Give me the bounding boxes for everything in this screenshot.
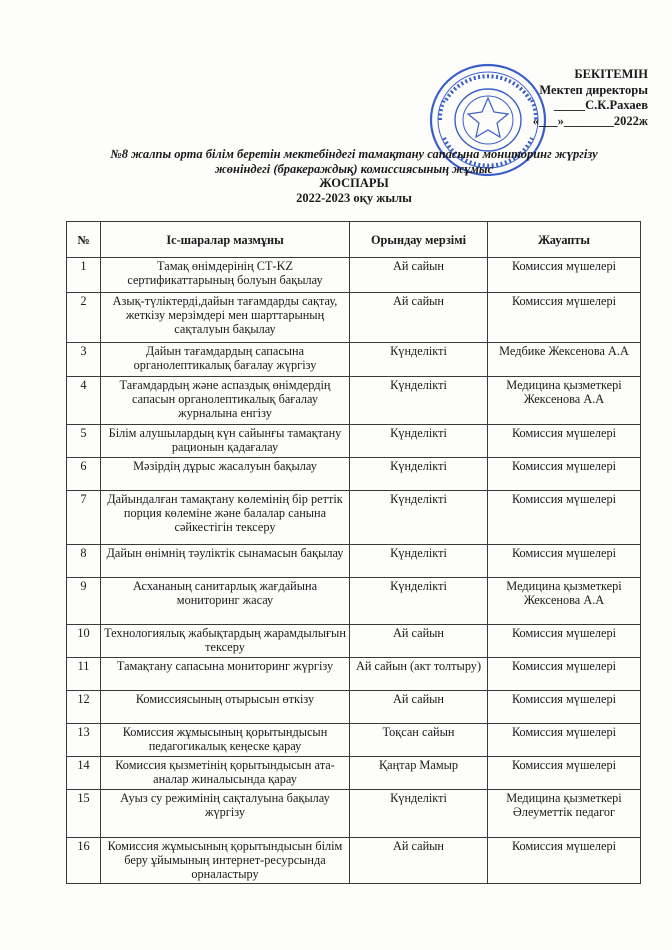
table-row (67, 658, 641, 691)
table-row (67, 691, 641, 724)
row-number: 9 (67, 578, 101, 625)
row-number: 15 (67, 790, 101, 838)
header-task: Іс-шаралар мазмұны (101, 222, 350, 258)
row-responsible: Медицина қызметкері Әлеуметтік педагог (488, 790, 641, 838)
row-number: 12 (67, 691, 101, 724)
plan-table (66, 221, 641, 884)
row-task: Дайын тағамдардың сапасына органолептикалық бағалау жүргізу (101, 343, 350, 377)
row-task: Дайындалған тамақтану көлемінің бір реттік порция көлеміне және балалар санына сәйкестігін тексеру (101, 491, 350, 545)
row-task: Технологиялық жабықтардың жарамдылығын тексеру (101, 625, 350, 658)
row-term: Күнделікті (350, 578, 488, 625)
header-number: № (67, 222, 101, 258)
table-row (67, 790, 641, 838)
table-header-row (67, 222, 641, 258)
row-number: 6 (67, 458, 101, 491)
approval-block (480, 67, 648, 129)
row-task: Комиссиясының отырысын өткізу (101, 691, 350, 724)
row-term: Ай сайын (350, 258, 488, 293)
approval-date: «___»________2022ж (532, 113, 648, 128)
row-term: Күнделікті (350, 790, 488, 838)
table-row (67, 724, 641, 757)
row-term: Күнделікті (350, 343, 488, 377)
row-responsible: Комиссия мүшелері (488, 458, 641, 491)
row-task: Комиссия жұмысының қорытындысын педагогикалық кеңеске қарау (101, 724, 350, 757)
table-row (67, 293, 641, 343)
row-task: Тағамдардың және аспаздық өнімдердің сапасын органолептикалық бағалау журналына енгізу (101, 377, 350, 425)
row-term: Күнделікті (350, 458, 488, 491)
row-responsible: Комиссия мүшелері (488, 293, 641, 343)
table-row (67, 625, 641, 658)
row-number: 1 (67, 258, 101, 293)
table-row (67, 491, 641, 545)
row-term: Тоқсан сайын (350, 724, 488, 757)
row-responsible: Комиссия мүшелері (488, 545, 641, 578)
row-task: Комиссия қызметінің қорытындысын ата-аналар жиналысында қарау (101, 757, 350, 790)
row-responsible: Комиссия мүшелері (488, 491, 641, 545)
row-task: Білім алушылардың күн сайынғы тамақтану рационын қадағалау (101, 425, 350, 458)
row-term: Қаңтар Мамыр (350, 757, 488, 790)
row-task: Комиссия жұмысының қорытындысын білім беру ұйымының интернет-ресурсында орналастыру (101, 838, 350, 884)
row-task: Мәзірдің дұрыс жасалуын бақылау (101, 458, 350, 491)
document-title (60, 147, 648, 205)
row-task: Асхананың санитарлық жағдайына мониторинг жасау (101, 578, 350, 625)
row-term: Ай сайын (350, 293, 488, 343)
table-row (67, 258, 641, 293)
row-responsible: Комиссия мүшелері (488, 838, 641, 884)
row-responsible: Комиссия мүшелері (488, 691, 641, 724)
title-line-3: ЖОСПАРЫ (319, 176, 389, 190)
approval-heading: БЕКІТЕМІН (574, 67, 648, 81)
row-term: Күнделікті (350, 425, 488, 458)
row-number: 7 (67, 491, 101, 545)
row-number: 16 (67, 838, 101, 884)
table-row (67, 838, 641, 884)
row-term: Ай сайын (350, 691, 488, 724)
row-number: 11 (67, 658, 101, 691)
row-number: 3 (67, 343, 101, 377)
row-number: 13 (67, 724, 101, 757)
row-number: 5 (67, 425, 101, 458)
row-task: Дайын өнімнің тәуліктік сынамасын бақылау (101, 545, 350, 578)
row-number: 14 (67, 757, 101, 790)
row-responsible: Медицина қызметкері Жексенова А.А (488, 578, 641, 625)
row-term: Күнделікті (350, 491, 488, 545)
row-responsible: Комиссия мүшелері (488, 658, 641, 691)
row-task: Ауыз су режимінің сақталуына бақылау жүргізу (101, 790, 350, 838)
row-term: Күнделікті (350, 377, 488, 425)
title-line-1: №8 жалпы орта білім беретін мектебіндегі тамақтану сапасына мониторинг жүргізу (110, 147, 598, 161)
row-responsible: Комиссия мүшелері (488, 425, 641, 458)
table-row (67, 545, 641, 578)
row-number: 4 (67, 377, 101, 425)
title-line-4: 2022-2023 оқу жылы (296, 190, 412, 205)
table-row (67, 578, 641, 625)
row-task: Тамақ өнімдерінің СТ-KZ сертификаттарының болуын бақылау (101, 258, 350, 293)
header-responsible: Жауапты (488, 222, 641, 258)
row-responsible: Комиссия мүшелері (488, 757, 641, 790)
row-term: Ай сайын (350, 625, 488, 658)
row-responsible: Комиссия мүшелері (488, 625, 641, 658)
table-row (67, 757, 641, 790)
row-responsible: Медбике Жексенова А.А (488, 343, 641, 377)
row-responsible: Комиссия мүшелері (488, 724, 641, 757)
row-term: Ай сайын (акт толтыру) (350, 658, 488, 691)
table-row (67, 458, 641, 491)
row-term: Ай сайын (350, 838, 488, 884)
approval-signature: _____С.К.Рахаев (553, 98, 648, 112)
title-line-2: жөніндегі (бракераждық) комиссиясының жұмыс (214, 161, 494, 176)
row-term: Күнделікті (350, 545, 488, 578)
row-task: Тамақтану сапасына мониторинг жүргізу (101, 658, 350, 691)
table-row (67, 425, 641, 458)
row-number: 10 (67, 625, 101, 658)
row-number: 8 (67, 545, 101, 578)
table-row (67, 343, 641, 377)
header-term: Орындау мерзімі (350, 222, 488, 258)
approval-position: Мектеп директоры (539, 82, 648, 97)
row-task: Азық-түліктерді,дайын тағамдарды сақтау, жеткізу мерзімдері мен шарттарының сақталуын бақылау (101, 293, 350, 343)
table-row (67, 377, 641, 425)
row-responsible: Медицина қызметкері Жексенова А.А (488, 377, 641, 425)
row-responsible: Комиссия мүшелері (488, 258, 641, 293)
row-number: 2 (67, 293, 101, 343)
